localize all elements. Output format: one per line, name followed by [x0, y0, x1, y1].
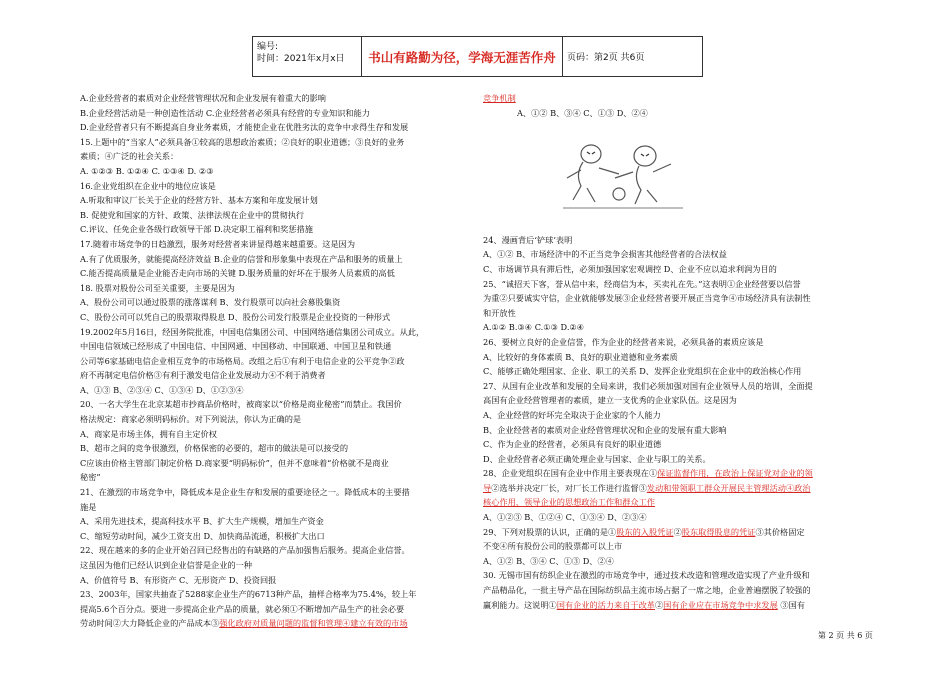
text-line: A、比较好的身体素质 B、良好的职业道德和业务素质 — [483, 351, 678, 362]
text-line: 18. 股票对股份公司至关重要，主要是因为 — [80, 282, 235, 293]
text-line: A.企业经营者的素质对企业经营管理状况和企业发展有着重大的影响 — [80, 93, 326, 103]
q28-red: 核心作用，领导企业的思想政治工作和群众工作 — [483, 497, 655, 508]
text-line: 中国电信领域已经形成了中国电信、中国网通、中国移动、中国联通、中国卫星和铁通 — [80, 341, 392, 352]
text-line: C、作为企业的经营者，必须具有良好的职业道德 — [483, 439, 662, 450]
q28-red: 导 — [483, 482, 492, 493]
cartoon-image — [553, 134, 693, 214]
text-line: 这虽因为他们已经认识到企业信誉是企业的一种 — [80, 560, 252, 570]
left-column — [80, 91, 472, 631]
text-line: D.企业经营者只有不断提高自身业务素质，才能使企业在优胜劣汰的竞争中求得生存和发展 — [80, 122, 409, 133]
text-line: D、企业经营者必须正确处理企业与国家、企业与职工的关系。 — [483, 453, 711, 464]
text-line: 22、现在越来的多的企业开始召回已经售出的有缺路的产品加强售后服务。提高企业信誉。 — [80, 545, 410, 556]
q29-text: ③其价格固定 — [755, 526, 805, 537]
text-line: A、①③ B、②③④ C、①③④ D、①②③④ — [80, 384, 244, 395]
page-footer: 第 2 页 共 6 页 — [818, 631, 873, 640]
text-line: 26、要树立良好的企业信誉，作为企业的经营者来说，必须具备的素质应该是 — [483, 336, 764, 347]
text-line-last — [80, 616, 472, 631]
text-line: 公司等6家基础电信企业相互竞争的市场格局。改组之后①有利于电信企业的公平竞争②政 — [80, 355, 405, 366]
text-line: 格法规定：商家必须明码标价。对下列说法，你认为正确的是 — [80, 414, 302, 425]
q29-line-2: 不变④所有股份公司的股票都可以上市 — [483, 541, 623, 552]
text-line: 为重②只要诚实守信，企业就能够发展③企业经营者要开展正当竞争④市场经济具有法制性 — [483, 293, 811, 304]
right-column — [483, 91, 888, 612]
q28-line-2 — [483, 481, 888, 496]
q29-red: 股东的入股凭证 — [616, 526, 674, 537]
q23-red-tail: 强化政府对质量问题的监督和管理④建立有效的市场 — [219, 618, 408, 629]
text-line: B、超市之间的竞争很激烈，价格保密的必要的，超市的做法是可以接受的 — [80, 443, 349, 454]
text-line: C、缩短劳动时间，减少工资支出 D、加快商品流通，积极扩大出口 — [80, 530, 325, 541]
text-line: C、能够正确处理国家、企业、职工的关系 D、发挥企业党组织在企业中的政治核心作用 — [483, 366, 802, 377]
text-line: A. ①②③ B. ①②④ C. ①③④ D. ②③ — [80, 165, 214, 176]
text-line: A.有了优质服务，就能提高经济效益 B.企业的信誉和形象集中表现在产品和服务的质量上 — [80, 253, 403, 264]
text-line: 和开放性 — [483, 307, 516, 318]
text-line: B.企业经营活动是一种创造性活动 C.企业经营者必须具有经营的专业知识和能力 — [80, 107, 370, 118]
header-meta — [253, 37, 362, 76]
q28-red: 保证监督作用，在政治上保证党对企业的领 — [657, 468, 813, 479]
q30-line-3 — [483, 598, 888, 613]
q30-red: 国有企业的活力来自于改革 — [556, 599, 655, 610]
q30-text: 赢利能力。这说明① — [483, 599, 557, 610]
text-line: 府不再制定电信价格③有利于激发电信企业发展动力④不利于消费者 — [80, 370, 326, 381]
text-line: A、企业经营的好坏完全取决于企业家的个人能力 — [483, 409, 661, 420]
text-line: C.能否提高质量是企业能否走向市场的关键 D.服务质量的好坏在于服务人员素质的高低 — [80, 268, 395, 279]
q29-options: A、①② B、③④ C、①③ D、②④ — [483, 555, 614, 566]
q30-line-1: 30. 无锡市国有纺织企业在激烈的市场竞争中，通过技术改造和管理改造实现了产业升级和 — [483, 570, 810, 581]
text-line: 23、2003年，国家共抽查了5288家企业生产的6713种产品，抽样合格率为75.4%，较上年 — [80, 589, 417, 600]
text-line: 16.企业党组织在企业中的地位应该是 — [80, 180, 216, 191]
text-line: 15.上题中的“当家人”必须具备①较高的思想政治素质；②良好的职业道德；③良好的业务 — [80, 136, 405, 147]
text-line: C.评议、任免企业各级行政领导干部 D.决定职工福利和奖惩措施 — [80, 224, 313, 235]
text-line: A、采用先进技术，提高科技水平 B、扩大生产规模，增加生产资金 — [80, 516, 324, 527]
text-line: 24、漫画背后‘铲球’表明 — [483, 234, 573, 245]
text-line: C应该由价格主管部门制定价格 D.商家要“明码标价”，但并不意味着“价格就不是商业 — [80, 457, 389, 468]
time-label: 时间：2021年x月x日 — [257, 54, 345, 64]
q29-line-1 — [483, 525, 888, 540]
page-header-box — [252, 36, 703, 77]
text-line: 25、“诚招天下客，誉从信中来，经商信为本，买卖礼在先。”这表明①企业经营要以信誉 — [483, 278, 801, 289]
text-line: A.①② B.③④ C.①③ D.②④ — [483, 322, 585, 333]
q28-options: A、①②③ B、①②④ C、①③④ D、②③④ — [483, 512, 647, 523]
text-line: 20、一名大学生在北京某超市抄商品价格时，被商家以“价格是商业秘密”而禁止。我国价 — [80, 399, 402, 410]
text-line: 21、在激烈的市场竞争中，降低成本是企业生存和发展的重要途径之一。降低成本的主要措 — [80, 487, 410, 498]
text-line: C、股份公司可以凭自己的股票取得股息 D、股份公司发行股票是企业投资的一种形式 — [80, 311, 391, 322]
text-line: A.听取和审议厂长关于企业的经营方针、基本方案和年度发展计划 — [80, 195, 318, 206]
q30-text: ② — [654, 599, 664, 610]
q30-text: ③国有 — [777, 599, 805, 610]
header-page: 页码：第2页 共6页 — [567, 53, 645, 63]
text-line: 提高5.6个百分点。要进一步提高企业产品的质量，就必须①不断增加产品生产的社会必要 — [80, 603, 405, 614]
q30-line-2: 产品精品化，一批主导产品在国际纺织品主流市场占据了一席之地，企业普遍摆脱了较强的 — [483, 585, 811, 596]
text-line: 高国有企业经营管理者的素质，建立一支优秀的企业家队伍。这是因为 — [483, 395, 737, 406]
number-label: 编号: — [257, 42, 279, 52]
q23-tail-text: 劳动时间②大力降低企业的产品成本③ — [80, 618, 220, 629]
text-line: A、股份公司可以通过股票的涨落谋利 B、发行股票可以向社会募股集资 — [80, 297, 341, 308]
text-line: 素质；④广泛的社会关系： — [80, 151, 179, 162]
q28-text: ②选举并决定厂长，对厂长工作进行监督③ — [491, 482, 647, 493]
text-line: B. 促使党和国家的方针、政策、法律法规在企业中的贯彻执行 — [80, 209, 305, 220]
q29-red: 股东取得股息的凭证 — [681, 526, 756, 537]
q28-red: 发动和带领职工群众开展民主管理活动④政治 — [646, 482, 811, 493]
text-line: 19.2002年5月16日，经国务院批准，中国电信集团公司、中国网络通信集团公司成立。从此， — [80, 326, 425, 337]
q29-text: 29、下列对股票的认识，正确的是① — [483, 526, 617, 537]
text-line: 17.随着市场竞争的日趋激烈，服务对经营者来讲显得越来越重要。这是因为 — [80, 238, 356, 249]
text-line: C、市场调节具有滞后性，必须加强国家宏观调控 D、企业不应以追求利润为目的 — [483, 263, 777, 274]
text-line: A、价值符号 B、有形资产 C、无形资产 D、投资回报 — [80, 574, 277, 585]
text-line: A、①② B、市场经济中的不正当竞争会损害其他经营者的合法权益 — [483, 249, 727, 260]
text-line: 秘密” — [80, 472, 101, 483]
q28-line-1 — [483, 466, 888, 481]
q23-options: A、①② B、③④ C、①③ D、②④ — [517, 107, 648, 118]
text-line: 27、从国有企业改革和发展的全局来讲，我们必须加强对国有企业领导人员的培训，全面提 — [483, 380, 813, 391]
header-motto: 书山有路勤为径，学海无涯苦作舟 — [362, 37, 563, 76]
q28-text: 28、企业党组织在国有企业中作用主要表现在① — [483, 468, 658, 479]
q30-red: 国有企业应在市场竞争中求发展 — [663, 599, 778, 610]
q23-continuation: 竞争机制 — [483, 93, 516, 103]
text-line: B、企业经营者的素质对企业经营管理状况和企业的发展有重大影响 — [483, 424, 727, 435]
text-line: 施是 — [80, 501, 97, 512]
text-line: A、商家是市场主体，拥有自主定价权 — [80, 428, 217, 439]
q29-text: ② — [673, 526, 682, 537]
q28-line-3 — [483, 495, 888, 510]
